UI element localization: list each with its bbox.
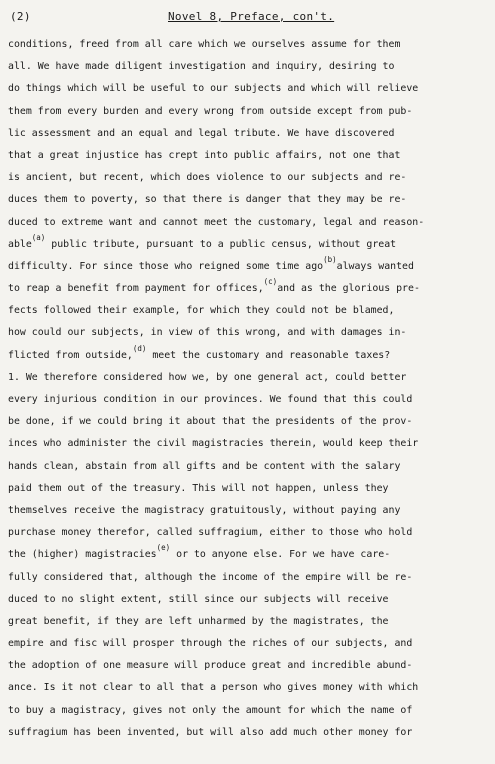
page-number: (2): [10, 10, 31, 23]
footnote-marker: (c): [263, 278, 278, 287]
text-segment: always wanted: [336, 260, 414, 272]
text-line: all. We have made diligent investigation and inquiry, desiring to: [8, 61, 395, 73]
text-segment: public tribute, pursuant to a public census, without great: [45, 238, 397, 250]
text-line: that a great injustice has crept into public affairs, not one that: [8, 149, 401, 161]
text-line: duces them to poverty, so that there is danger that they may be re-: [8, 194, 407, 206]
footnote-marker: (e): [156, 544, 171, 553]
text-line: hands clean, abstain from all gifts and be content with the salary: [8, 460, 401, 472]
text-line: purchase money therefor, called suffragium, either to those who hold: [8, 527, 413, 539]
text-line: [8, 345, 487, 367]
text-line: fully considered that, although the income of the empire will be re-: [8, 571, 413, 583]
text-line: fects followed their example, for which they could not be blamed,: [8, 305, 395, 317]
text-line: them from every burden and every wrong from outside except from pub-: [8, 105, 413, 117]
text-line: lic assessment and an equal and legal tribute. We have discovered: [8, 127, 395, 139]
text-line: [8, 234, 487, 256]
page-header: [8, 8, 487, 30]
text-segment: flicted from outside,: [8, 349, 133, 361]
text-line: duced to no slight extent, still since our subjects will receive: [8, 593, 389, 605]
text-segment: meet the customary and reasonable taxes?: [146, 349, 391, 361]
text-segment: to reap a benefit from payment for offices,: [8, 283, 264, 295]
text-line: [8, 256, 487, 278]
text-line: conditions, freed from all care which we ourselves assume for them: [8, 39, 401, 50]
text-line: duced to extreme want and cannot meet the customary, legal and reason-: [8, 216, 425, 228]
text-line: [8, 278, 487, 300]
text-line: 1. We therefore considered how we, by one general act, could better: [8, 371, 407, 383]
running-title: Novel 8, Preface, con't.: [168, 10, 335, 23]
text-line: the adoption of one measure will produce great and incredible abund-: [8, 660, 413, 672]
text-segment: and as the glorious pre-: [277, 283, 420, 295]
text-segment: able: [8, 238, 32, 250]
text-line: is ancient, but recent, which does violence to our subjects and re-: [8, 172, 407, 184]
text-line: to buy a magistracy, gives not only the amount for which the name of: [8, 704, 413, 716]
text-line: great benefit, if they are left unharmed by the magistrates, the: [8, 615, 389, 627]
text-segment: difficulty. For since those who reigned some time ago: [8, 260, 324, 272]
text-segment: or to anyone else. For we have care-: [170, 549, 391, 561]
body-text: [8, 34, 487, 744]
text-line: ance. Is it not clear to all that a person who gives money with which: [8, 682, 419, 694]
text-segment: the (higher) magistracies: [8, 549, 157, 561]
text-line: how could our subjects, in view of this wrong, and with damages in-: [8, 327, 407, 339]
text-line: be done, if we could bring it about that the presidents of the prov-: [8, 416, 413, 428]
text-line: inces who administer the civil magistracies therein, would keep their: [8, 438, 419, 450]
footnote-marker: (d): [132, 344, 147, 353]
text-line: do things which will be useful to our subjects and which will relieve: [8, 83, 419, 95]
text-line: every injurious condition in our provinces. We found that this could: [8, 394, 413, 405]
text-line: empire and fisc will prosper through the riches of our subjects, and: [8, 638, 413, 650]
footnote-marker: (b): [323, 255, 337, 264]
text-line: paid them out of the treasury. This will not happen, unless they: [8, 482, 389, 494]
text-line: suffragium has been invented, but will also add much other money for: [8, 726, 413, 738]
footnote-marker: (a): [31, 233, 46, 242]
text-line: themselves receive the magistracy gratuitously, without paying any: [8, 504, 401, 516]
text-line: [8, 544, 487, 566]
